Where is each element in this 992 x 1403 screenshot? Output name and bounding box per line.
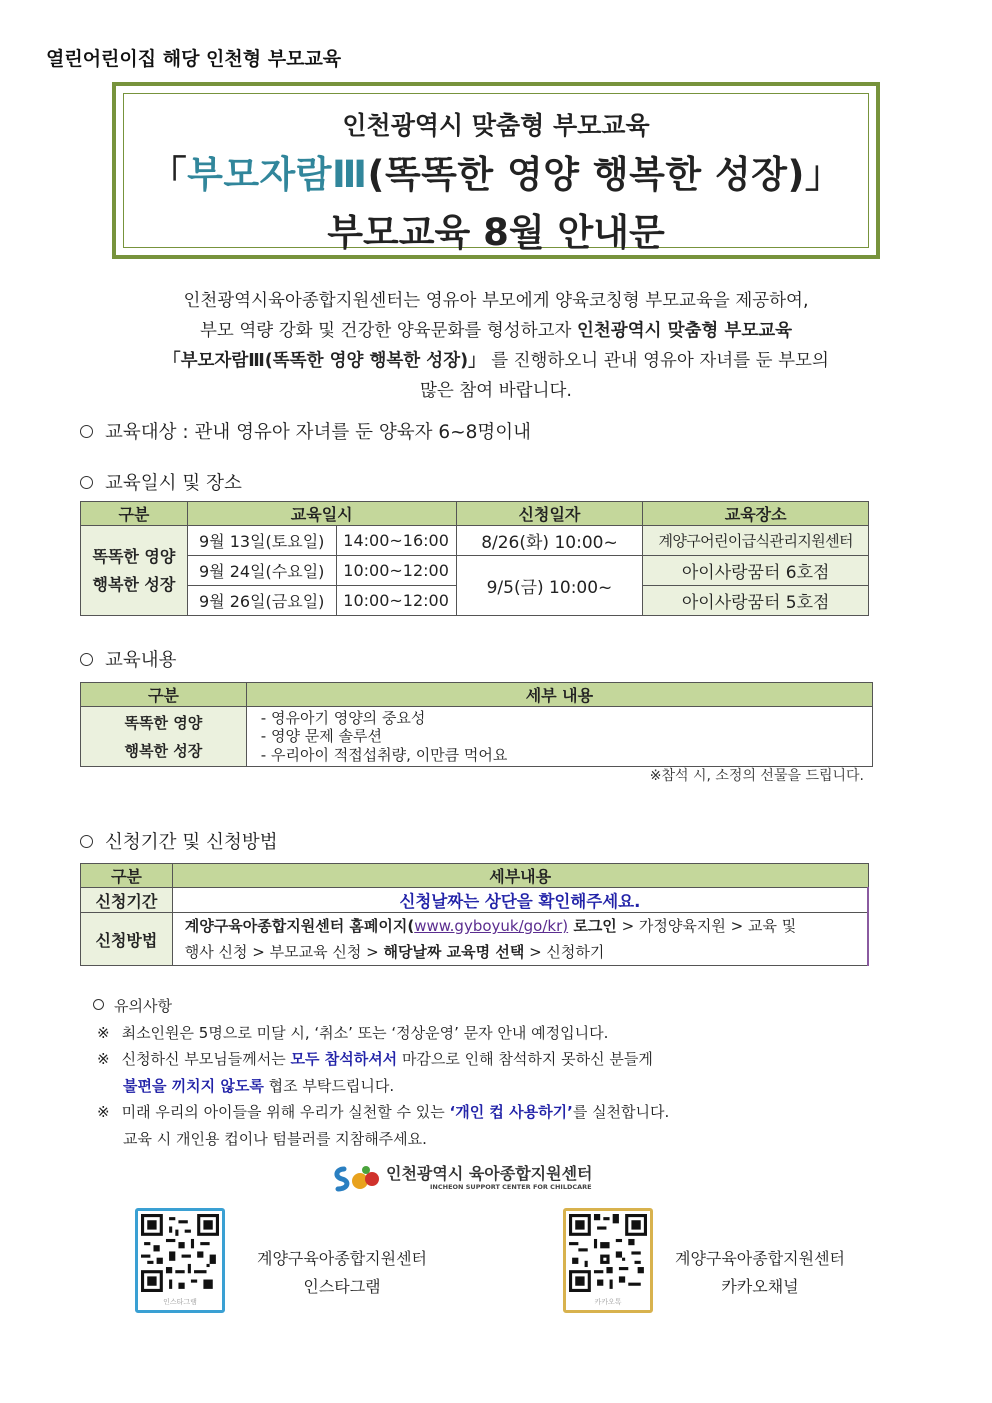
intro-bold: 인천광역시 맞춤형 부모교육 xyxy=(577,321,793,341)
content-table xyxy=(80,682,873,767)
kakao-label xyxy=(670,1245,850,1301)
section-target-label: 교육대상 : 관내 영유아 자녀를 둔 양육자 6~8명이내 xyxy=(105,422,531,443)
apply-method-select: 해당날짜 교육명 선택 xyxy=(383,943,525,961)
intro-line-4: 많은 참여 바랍니다. xyxy=(420,381,572,401)
content-category-line: 똑똑한 영양 xyxy=(124,713,203,732)
reference-mark: ※ xyxy=(97,1023,110,1042)
schedule-time-cell: 14:00~16:00 xyxy=(336,526,456,556)
intro-line-1: 인천광역시육아종합지원센터는 영유아 부모에게 양육코칭형 부모교육을 제공하여, xyxy=(183,291,809,311)
title-box xyxy=(112,82,880,259)
title-line-2 xyxy=(124,144,868,198)
section-target xyxy=(80,418,531,444)
circle-bullet-icon xyxy=(80,835,93,848)
apply-method-line-2 xyxy=(185,939,867,965)
caution-text: 를 실천합니다. xyxy=(572,1103,670,1121)
caution-item xyxy=(90,1046,669,1073)
section-schedule xyxy=(80,469,242,495)
title-program-subtitle: (똑똑한 영양 행복한 성장)」 xyxy=(367,153,843,196)
content-detail-item: - 영양 문제 솔루션 xyxy=(260,727,382,746)
circle-bullet-icon xyxy=(80,653,93,666)
section-apply xyxy=(80,828,278,854)
caution-emphasis: ‘개인 컵 사용하기’ xyxy=(449,1103,573,1121)
intro-text: 를 진행하오니 관내 영유아 자녀를 둔 부모의 xyxy=(485,351,829,371)
header-note: 열린어린이집 해당 인천형 부모교육 xyxy=(46,48,342,70)
apply-method-step: 행사 신청 > 부모교육 신청 > xyxy=(184,943,384,961)
caution-text: 마감으로 인해 참석하지 못하신 분들게 xyxy=(397,1050,653,1068)
apply-method-login: 로그인 xyxy=(568,917,617,935)
intro-bold: 「부모자람Ⅲ(똑똑한 영양 행복한 성장)」 xyxy=(163,351,486,371)
title-inner-frame xyxy=(123,93,869,254)
apply-method-text xyxy=(172,913,868,966)
schedule-date-cell: 9월 13일(토요일) xyxy=(187,526,336,556)
schedule-date-cell: 9월 24일(수요일) xyxy=(187,556,336,586)
title-line-1: 인천광역시 맞춤형 부모교육 xyxy=(342,111,650,140)
schedule-date-cell: 9월 26일(금요일) xyxy=(187,586,336,616)
instagram-qr-caption: 인스타그램 xyxy=(163,1298,197,1306)
apply-method-step: > 가정양육지원 > 교육 및 xyxy=(616,917,797,935)
instagram-qr-code-icon[interactable] xyxy=(141,1214,219,1292)
circle-bullet-icon xyxy=(93,999,104,1010)
schedule-place-cell: 계양구어린이급식관리지원센터 xyxy=(643,526,869,556)
apply-method-line-1 xyxy=(185,913,867,939)
intro-paragraph xyxy=(110,286,882,406)
center-logo-name: 인천광역시 육아종합지원센터 xyxy=(386,1164,593,1183)
section-content xyxy=(80,646,176,672)
schedule-apply-cell: 9/5(금) 10:00~ xyxy=(456,556,643,616)
caution-continuation xyxy=(90,1073,669,1100)
schedule-header-apply: 신청일자 xyxy=(456,502,643,526)
apply-method-site: 계양구육아종합지원센터 홈페이지( xyxy=(184,917,415,935)
caution-emphasis: 모두 참석하셔서 xyxy=(290,1050,398,1068)
content-details-cell xyxy=(246,707,872,767)
instagram-label-line: 인스타그램 xyxy=(303,1277,381,1296)
section-apply-label: 신청기간 및 신청방법 xyxy=(105,832,278,853)
title-bracket: 「 xyxy=(149,153,188,196)
apply-header-category: 구분 xyxy=(81,864,173,888)
circle-bullet-icon xyxy=(80,425,93,438)
apply-table xyxy=(80,863,869,966)
schedule-time-cell: 10:00~12:00 xyxy=(336,556,456,586)
kakao-label-line: 계양구육아종합지원센터 xyxy=(674,1249,846,1268)
title-program-name: 부모자람Ⅲ xyxy=(187,153,368,196)
instagram-label xyxy=(252,1245,432,1301)
content-category-cell xyxy=(81,707,247,767)
reference-mark: ※ xyxy=(97,1103,110,1121)
caution-emphasis: 불편을 끼치지 않도록 xyxy=(123,1076,264,1095)
schedule-header-category: 구분 xyxy=(81,502,188,526)
cautions-section xyxy=(90,993,669,1152)
homepage-link[interactable]: www.gyboyuk/go/kr) xyxy=(414,917,569,935)
kakao-qr-frame[interactable] xyxy=(563,1208,653,1313)
apply-period-label: 신청기간 xyxy=(81,888,173,913)
intro-line-3 xyxy=(110,346,882,376)
intro-text: 부모 역량 강화 및 건강한 양육문화를 형성하고자 xyxy=(199,321,577,341)
instagram-qr-frame[interactable] xyxy=(135,1208,225,1313)
cautions-heading xyxy=(93,993,669,1020)
schedule-table xyxy=(80,501,869,616)
caution-text: 신청하신 부모님들께서는 xyxy=(121,1050,291,1068)
schedule-time-cell: 10:00~12:00 xyxy=(336,586,456,616)
content-header-category: 구분 xyxy=(81,683,247,707)
kakao-label-line: 카카오채널 xyxy=(721,1277,799,1296)
caution-item xyxy=(90,1020,669,1047)
schedule-category-cell xyxy=(81,526,188,616)
schedule-apply-cell: 8/26(화) 10:00~ xyxy=(456,526,643,556)
gift-note: ※참석 시, 소정의 선물을 드립니다. xyxy=(649,768,864,784)
caution-text: 미래 우리의 아이들을 위해 우리가 실천할 수 있는 xyxy=(121,1103,450,1121)
kakao-qr-code-icon[interactable] xyxy=(569,1214,647,1292)
apply-period-text: 신청날짜는 상단을 확인해주세요. xyxy=(172,888,868,913)
schedule-place-cell: 아이사랑꿈터 5호점 xyxy=(643,586,869,616)
content-category-line: 행복한 성장 xyxy=(124,741,203,760)
circle-bullet-icon xyxy=(80,476,93,489)
caution-continuation: 교육 시 개인용 컵이나 텀블러를 지참해주세요. xyxy=(123,1129,427,1148)
instagram-label-line: 계양구육아종합지원센터 xyxy=(256,1249,428,1268)
intro-line-2 xyxy=(110,316,882,346)
apply-header-details: 세부내용 xyxy=(172,864,868,888)
title-line-3: 부모교육 8월 안내문 xyxy=(327,211,665,254)
content-detail-item: - 영유아기 영양의 중요성 xyxy=(260,708,426,727)
caution-text: 협조 부탁드립니다. xyxy=(263,1076,395,1095)
schedule-place-cell: 아이사랑꿈터 6호점 xyxy=(643,556,869,586)
schedule-category-line: 똑똑한 영양 xyxy=(92,546,176,566)
schedule-header-place: 교육장소 xyxy=(643,502,869,526)
schedule-header-datetime: 교육일시 xyxy=(187,502,456,526)
center-logo-icon xyxy=(330,1163,382,1195)
reference-mark: ※ xyxy=(97,1050,110,1068)
cautions-heading-label: 유의사항 xyxy=(114,997,172,1015)
center-logo xyxy=(330,1161,600,1197)
center-logo-english: INCHEON SUPPORT CENTER FOR CHILDCARE xyxy=(430,1183,592,1191)
kakao-qr-caption: 카카오톡 xyxy=(594,1298,622,1306)
schedule-category-line: 행복한 성장 xyxy=(92,574,176,594)
apply-method-step: > 신청하기 xyxy=(524,943,605,961)
caution-text: 최소인원은 5명으로 미달 시, ‘취소’ 또는 ‘정상운영’ 문자 안내 예정입니다. xyxy=(121,1023,609,1042)
section-schedule-label: 교육일시 및 장소 xyxy=(105,473,242,494)
section-content-label: 교육내용 xyxy=(105,650,177,671)
content-header-details: 세부 내용 xyxy=(246,683,872,707)
content-detail-item: - 우리아이 적접섭취량, 이만큼 먹어요 xyxy=(260,745,508,764)
apply-method-label: 신청방법 xyxy=(81,913,173,966)
caution-item xyxy=(90,1099,669,1126)
